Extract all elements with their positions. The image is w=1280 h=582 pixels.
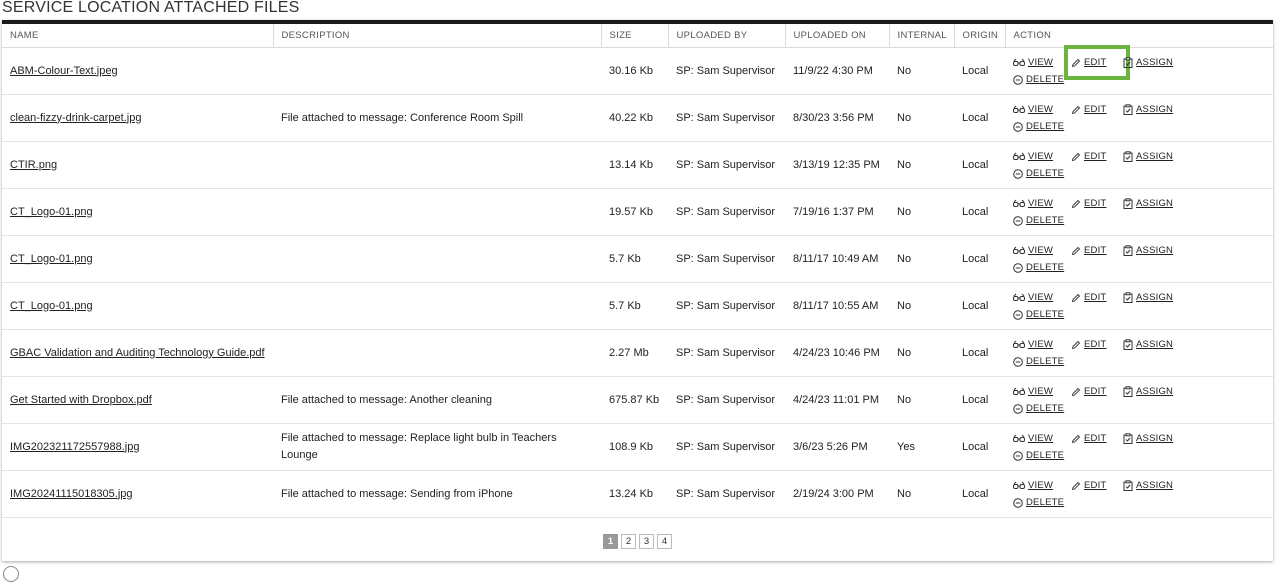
assign-label: ASSIGN — [1136, 292, 1174, 303]
internal-cell: No — [889, 95, 954, 142]
uploaded-by-cell: SP: Sam Supervisor — [668, 48, 785, 95]
minus-circle-icon — [1013, 75, 1023, 85]
origin-cell: Local — [954, 424, 1005, 471]
glasses-icon — [1013, 105, 1025, 114]
actions-cell — [1005, 424, 1273, 471]
view-label: VIEW — [1028, 57, 1054, 68]
edit-label: EDIT — [1084, 386, 1107, 397]
pencil-icon — [1071, 293, 1081, 303]
uploaded-by-cell: SP: Sam Supervisor — [668, 377, 785, 424]
uploaded-by-cell: SP: Sam Supervisor — [668, 283, 785, 330]
glasses-icon — [1013, 481, 1025, 490]
file-name-cell — [2, 142, 273, 189]
description-cell — [273, 142, 601, 189]
clipboard-check-icon — [1123, 386, 1133, 397]
file-name-link[interactable]: CT_Logo-01.png — [10, 252, 93, 265]
origin-cell: Local — [954, 48, 1005, 95]
edit-label: EDIT — [1084, 57, 1107, 68]
file-name-cell — [2, 189, 273, 236]
pencil-icon — [1071, 58, 1081, 68]
delete-label: DELETE — [1026, 74, 1065, 85]
actions-cell — [1005, 48, 1273, 95]
clipboard-check-icon — [1123, 292, 1133, 303]
uploaded-on-cell: 8/11/17 10:55 AM — [785, 283, 889, 330]
view-label: VIEW — [1028, 433, 1054, 444]
size-cell: 19.57 Kb — [601, 189, 668, 236]
table-row — [2, 48, 1273, 95]
view-button[interactable] — [1013, 383, 1071, 400]
table-row — [2, 377, 1273, 424]
delete-label: DELETE — [1026, 215, 1065, 226]
glasses-icon — [1013, 387, 1025, 396]
glasses-icon — [1013, 340, 1025, 349]
view-label: VIEW — [1028, 339, 1054, 350]
delete-label: DELETE — [1026, 497, 1065, 508]
view-button[interactable] — [1013, 54, 1071, 71]
uploaded-on-cell: 11/9/22 4:30 PM — [785, 48, 889, 95]
description-cell — [273, 189, 601, 236]
column-header-origin[interactable]: ORIGIN — [954, 24, 1005, 48]
edit-label: EDIT — [1084, 151, 1107, 162]
uploaded-by-cell: SP: Sam Supervisor — [668, 142, 785, 189]
edit-button[interactable] — [1071, 146, 1123, 167]
page-button-3[interactable]: 3 — [639, 534, 654, 549]
page-button-2[interactable]: 2 — [621, 534, 636, 549]
file-name-link[interactable]: IMG202321172557988.jpg — [10, 440, 140, 453]
attached-files-table — [2, 24, 1273, 518]
clipboard-check-icon — [1123, 339, 1133, 350]
table-row — [2, 471, 1273, 518]
clipboard-check-icon — [1123, 480, 1133, 491]
file-name-cell — [2, 330, 273, 377]
view-button[interactable] — [1013, 101, 1071, 118]
delete-button[interactable] — [1013, 165, 1064, 182]
uploaded-on-cell: 7/19/16 1:37 PM — [785, 189, 889, 236]
view-button[interactable] — [1013, 336, 1071, 353]
origin-cell: Local — [954, 189, 1005, 236]
assign-button[interactable] — [1123, 383, 1183, 400]
table-row — [2, 95, 1273, 142]
column-header-internal[interactable]: INTERNAL — [889, 24, 954, 48]
assign-label: ASSIGN — [1136, 386, 1174, 397]
edit-button[interactable] — [1071, 52, 1123, 73]
assign-label: ASSIGN — [1136, 245, 1174, 256]
assign-button[interactable] — [1123, 477, 1183, 494]
pencil-icon — [1071, 105, 1081, 115]
uploaded-by-cell: SP: Sam Supervisor — [668, 189, 785, 236]
file-name-link[interactable]: CTIR.png — [10, 158, 58, 171]
delete-button[interactable] — [1013, 71, 1064, 88]
view-button[interactable] — [1013, 148, 1071, 165]
delete-label: DELETE — [1026, 403, 1065, 414]
circle-icon — [3, 566, 19, 582]
delete-label: DELETE — [1026, 450, 1065, 461]
description-cell — [273, 330, 601, 377]
glasses-icon — [1013, 152, 1025, 161]
clipboard-check-icon — [1123, 57, 1133, 68]
table-row — [2, 189, 1273, 236]
delete-button[interactable] — [1013, 400, 1064, 417]
attached-files-panel — [2, 20, 1273, 561]
edit-button[interactable] — [1071, 287, 1123, 308]
description-cell: File attached to message: Conference Room Spill — [273, 95, 601, 142]
actions-cell — [1005, 189, 1273, 236]
actions-cell — [1005, 283, 1273, 330]
file-name-cell — [2, 236, 273, 283]
view-label: VIEW — [1028, 480, 1054, 491]
origin-cell: Local — [954, 236, 1005, 283]
internal-cell: No — [889, 189, 954, 236]
minus-circle-icon — [1013, 310, 1023, 320]
column-header-uploaded-on[interactable]: UPLOADED ON — [785, 24, 889, 48]
minus-circle-icon — [1013, 169, 1023, 179]
assign-button[interactable] — [1123, 54, 1183, 71]
assign-label: ASSIGN — [1136, 480, 1174, 491]
clipboard-check-icon — [1123, 433, 1133, 444]
pencil-icon — [1071, 246, 1081, 256]
size-cell: 5.7 Kb — [601, 236, 668, 283]
uploaded-by-cell: SP: Sam Supervisor — [668, 95, 785, 142]
description-cell — [273, 283, 601, 330]
size-cell: 5.7 Kb — [601, 283, 668, 330]
page-button-1[interactable]: 1 — [603, 534, 618, 549]
assign-label: ASSIGN — [1136, 57, 1174, 68]
actions-cell — [1005, 236, 1273, 283]
edit-label: EDIT — [1084, 198, 1107, 209]
delete-button[interactable] — [1013, 259, 1064, 276]
column-header-description[interactable]: DESCRIPTION — [273, 24, 601, 48]
assign-button[interactable] — [1123, 148, 1183, 165]
file-name-link[interactable]: IMG20241115018305.jpg — [10, 487, 133, 500]
delete-label: DELETE — [1026, 262, 1065, 273]
internal-cell: No — [889, 142, 954, 189]
actions-cell — [1005, 142, 1273, 189]
edit-label: EDIT — [1084, 339, 1107, 350]
edit-label: EDIT — [1084, 292, 1107, 303]
file-name-cell — [2, 48, 273, 95]
view-label: VIEW — [1028, 245, 1054, 256]
minus-circle-icon — [1013, 451, 1023, 461]
origin-cell: Local — [954, 95, 1005, 142]
uploaded-on-cell: 8/30/23 3:56 PM — [785, 95, 889, 142]
delete-button[interactable] — [1013, 306, 1064, 323]
uploaded-on-cell: 2/19/24 3:00 PM — [785, 471, 889, 518]
table-row — [2, 283, 1273, 330]
glasses-icon — [1013, 58, 1025, 67]
actions-cell — [1005, 330, 1273, 377]
page-title: SERVICE LOCATION ATTACHED FILES — [2, 0, 300, 16]
actions-cell — [1005, 471, 1273, 518]
pencil-icon — [1071, 340, 1081, 350]
size-cell: 30.16 Kb — [601, 48, 668, 95]
table-row — [2, 142, 1273, 189]
view-label: VIEW — [1028, 292, 1054, 303]
uploaded-on-cell: 8/11/17 10:49 AM — [785, 236, 889, 283]
assign-button[interactable] — [1123, 195, 1183, 212]
view-button[interactable] — [1013, 477, 1071, 494]
minus-circle-icon — [1013, 357, 1023, 367]
pencil-icon — [1071, 152, 1081, 162]
file-name-cell — [2, 424, 273, 471]
view-button[interactable] — [1013, 289, 1071, 306]
uploaded-on-cell: 3/13/19 12:35 PM — [785, 142, 889, 189]
glasses-icon — [1013, 246, 1025, 255]
view-button[interactable] — [1013, 242, 1071, 259]
table-row — [2, 424, 1273, 471]
uploaded-by-cell: SP: Sam Supervisor — [668, 471, 785, 518]
uploaded-by-cell: SP: Sam Supervisor — [668, 330, 785, 377]
pencil-icon — [1071, 387, 1081, 397]
edit-button[interactable] — [1071, 334, 1123, 355]
delete-button[interactable] — [1013, 118, 1064, 135]
pencil-icon — [1071, 199, 1081, 209]
file-name-link[interactable]: Get Started with Dropbox.pdf — [10, 393, 152, 406]
assign-label: ASSIGN — [1136, 198, 1174, 209]
file-name-link[interactable]: GBAC Validation and Auditing Technology Guide.pdf — [10, 346, 265, 359]
actions-cell — [1005, 95, 1273, 142]
internal-cell: No — [889, 283, 954, 330]
origin-cell: Local — [954, 471, 1005, 518]
column-header-size[interactable]: SIZE — [601, 24, 668, 48]
uploaded-by-cell: SP: Sam Supervisor — [668, 424, 785, 471]
edit-label: EDIT — [1084, 480, 1107, 491]
clipboard-check-icon — [1123, 104, 1133, 115]
assign-label: ASSIGN — [1136, 151, 1174, 162]
internal-cell: No — [889, 330, 954, 377]
actions-cell — [1005, 377, 1273, 424]
clipboard-check-icon — [1123, 198, 1133, 209]
size-cell: 108.9 Kb — [601, 424, 668, 471]
clipboard-check-icon — [1123, 245, 1133, 256]
glasses-icon — [1013, 199, 1025, 208]
edit-button[interactable] — [1071, 240, 1123, 261]
table-row — [2, 330, 1273, 377]
column-header-name[interactable]: NAME — [2, 24, 273, 48]
file-name-link[interactable]: ABM-Colour-Text.jpeg — [10, 64, 118, 77]
internal-cell: Yes — [889, 424, 954, 471]
delete-button[interactable] — [1013, 494, 1064, 511]
delete-label: DELETE — [1026, 356, 1065, 367]
assign-button[interactable] — [1123, 289, 1183, 306]
origin-cell: Local — [954, 142, 1005, 189]
file-name-cell — [2, 283, 273, 330]
view-label: VIEW — [1028, 386, 1054, 397]
table-row — [2, 236, 1273, 283]
delete-button[interactable] — [1013, 212, 1064, 229]
pencil-icon — [1071, 434, 1081, 444]
glasses-icon — [1013, 293, 1025, 302]
assign-label: ASSIGN — [1136, 433, 1174, 444]
uploaded-on-cell: 3/6/23 5:26 PM — [785, 424, 889, 471]
description-cell: File attached to message: Sending from iPhone — [273, 471, 601, 518]
minus-circle-icon — [1013, 498, 1023, 508]
glasses-icon — [1013, 434, 1025, 443]
minus-circle-icon — [1013, 216, 1023, 226]
origin-cell: Local — [954, 330, 1005, 377]
edit-label: EDIT — [1084, 245, 1107, 256]
view-button[interactable] — [1013, 430, 1071, 447]
internal-cell: No — [889, 471, 954, 518]
file-name-link[interactable]: CT_Logo-01.png — [10, 299, 93, 312]
clipboard-check-icon — [1123, 151, 1133, 162]
edit-button[interactable] — [1071, 428, 1123, 449]
edit-button[interactable] — [1071, 99, 1123, 120]
description-cell — [273, 48, 601, 95]
size-cell: 13.14 Kb — [601, 142, 668, 189]
delete-label: DELETE — [1026, 168, 1065, 179]
edit-label: EDIT — [1084, 433, 1107, 444]
delete-label: DELETE — [1026, 121, 1065, 132]
delete-label: DELETE — [1026, 309, 1065, 320]
assign-label: ASSIGN — [1136, 339, 1174, 350]
page-button-4[interactable]: 4 — [657, 534, 672, 549]
view-label: VIEW — [1028, 151, 1054, 162]
assign-button[interactable] — [1123, 242, 1183, 259]
file-name-link[interactable]: CT_Logo-01.png — [10, 205, 93, 218]
origin-cell: Local — [954, 283, 1005, 330]
assign-label: ASSIGN — [1136, 104, 1174, 115]
internal-cell: No — [889, 377, 954, 424]
description-cell: File attached to message: Replace light bulb in Teachers Lounge — [273, 424, 601, 471]
column-header-action: ACTION — [1005, 24, 1273, 48]
minus-circle-icon — [1013, 263, 1023, 273]
size-cell: 2.27 Mb — [601, 330, 668, 377]
description-cell — [273, 236, 601, 283]
edit-button[interactable] — [1071, 381, 1123, 402]
size-cell: 675.87 Kb — [601, 377, 668, 424]
minus-circle-icon — [1013, 122, 1023, 132]
assign-button[interactable] — [1123, 101, 1183, 118]
edit-button[interactable] — [1071, 475, 1123, 496]
description-cell: File attached to message: Another cleaning — [273, 377, 601, 424]
delete-button[interactable] — [1013, 353, 1064, 370]
internal-cell: No — [889, 236, 954, 283]
view-label: VIEW — [1028, 104, 1054, 115]
pagination — [2, 534, 1273, 549]
file-name-cell — [2, 377, 273, 424]
assign-button[interactable] — [1123, 430, 1183, 447]
column-header-uploaded-by[interactable]: UPLOADED BY — [668, 24, 785, 48]
uploaded-by-cell: SP: Sam Supervisor — [668, 236, 785, 283]
file-name-cell — [2, 471, 273, 518]
uploaded-on-cell: 4/24/23 10:46 PM — [785, 330, 889, 377]
delete-button[interactable] — [1013, 447, 1064, 464]
origin-cell: Local — [954, 377, 1005, 424]
internal-cell: No — [889, 48, 954, 95]
size-cell: 13.24 Kb — [601, 471, 668, 518]
view-label: VIEW — [1028, 198, 1054, 209]
edit-button[interactable] — [1071, 193, 1123, 214]
uploaded-on-cell: 4/24/23 11:01 PM — [785, 377, 889, 424]
view-button[interactable] — [1013, 195, 1071, 212]
size-cell: 40.22 Kb — [601, 95, 668, 142]
file-name-cell — [2, 95, 273, 142]
table-header-row — [2, 24, 1273, 48]
minus-circle-icon — [1013, 404, 1023, 414]
edit-label: EDIT — [1084, 104, 1107, 115]
file-name-link[interactable]: clean-fizzy-drink-carpet.jpg — [10, 111, 142, 124]
pencil-icon — [1071, 481, 1081, 491]
assign-button[interactable] — [1123, 336, 1183, 353]
